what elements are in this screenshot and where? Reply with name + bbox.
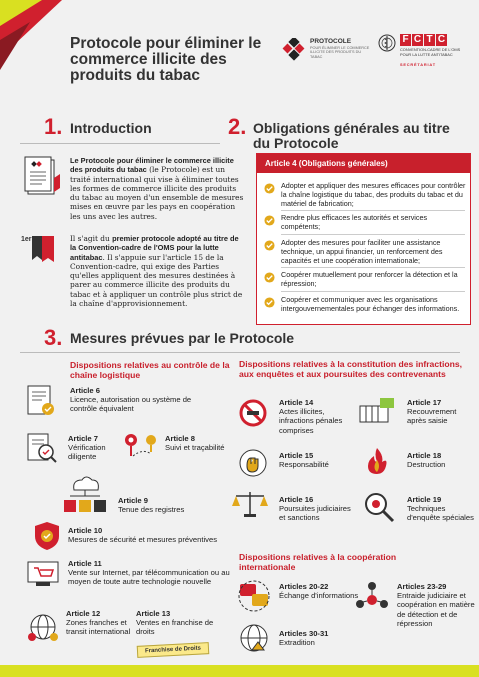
article-number: Article 19 xyxy=(407,495,442,504)
cooperation-item xyxy=(397,582,475,628)
online-shopping-icon xyxy=(26,560,64,590)
document-icon xyxy=(24,156,62,198)
article-number: Article 7 xyxy=(68,434,98,443)
article-text: Entraide judiciaire et coopération en matière de détection et de répression xyxy=(397,591,475,628)
supply-item xyxy=(68,559,240,587)
enforcement-item xyxy=(407,398,475,426)
check-icon xyxy=(264,240,275,251)
article-4-item: Coopérer mutuellement pour renforcer la détection et la répression; xyxy=(281,270,458,288)
section-3-number: 3. xyxy=(44,325,63,350)
fctc-letter: T xyxy=(424,34,435,46)
article-number: Article 12 xyxy=(66,609,101,618)
article-number: Articles 30-31 xyxy=(279,629,329,638)
duty-free-tag: Franchise de Droits xyxy=(137,642,210,658)
supply-item xyxy=(68,434,128,462)
article-text: Suivi et traçabilité xyxy=(165,443,225,453)
section-3-divider xyxy=(20,352,460,353)
article-4-box xyxy=(256,153,471,325)
article-text: Recouvrement après saisie xyxy=(407,407,457,426)
article-text: Poursuites judiciaires et sanctions xyxy=(279,504,351,523)
article-number: Article 9 xyxy=(118,496,148,505)
justice-scales-icon xyxy=(230,488,270,518)
article-text: Vérification diligente xyxy=(68,443,106,462)
cooperation-network-icon xyxy=(354,580,390,616)
page-title: Protocole pour éliminer le commerce illicite des produits du tabac xyxy=(70,35,262,84)
article-4-item: Adopter et appliquer des mesures efficaces pour contrôler la chaîne logistique du tabac, des produits du tabac et du matériel de fabrication; xyxy=(281,181,466,208)
article-text: Techniques d'enquête spéciales xyxy=(407,504,474,523)
prohibited-icon xyxy=(238,398,268,428)
fctc-letter: F xyxy=(400,34,411,46)
article-number: Article 14 xyxy=(279,398,314,407)
enforcement-item xyxy=(279,451,359,469)
check-icon xyxy=(264,215,275,226)
cash-recovery-icon xyxy=(356,396,396,426)
section-1-paragraph-1 xyxy=(70,156,246,221)
license-document-icon xyxy=(26,384,58,418)
article-4-item: Rendre plus efficaces les autorités et services compétents; xyxy=(281,213,428,231)
section-2-number: 2. xyxy=(228,114,247,139)
investigation-magnifier-icon xyxy=(362,490,396,524)
who-emblem-icon xyxy=(378,34,396,52)
article-text: Échange d'informations xyxy=(279,591,359,601)
article-4-item: Adopter des mesures pour faciliter une assistance technique, un appui financier, un renforcement des capacités et une coopération internationale; xyxy=(281,238,443,265)
check-icon xyxy=(264,272,275,283)
cooperation-item xyxy=(279,629,359,647)
article-text: Actes illicites, infractions pénales comprises xyxy=(279,407,343,435)
protocole-diamond-icon xyxy=(282,38,306,62)
verification-icon xyxy=(26,430,58,464)
section-1-number: 1. xyxy=(44,114,63,139)
section-1-title: Introduction xyxy=(70,120,152,136)
supply-item xyxy=(70,386,210,414)
article-number: Article 10 xyxy=(68,526,103,535)
supply-item xyxy=(165,434,225,452)
article-number: Article 16 xyxy=(279,495,314,504)
cooperation-item xyxy=(279,582,359,600)
article-number: Articles 23-29 xyxy=(397,582,447,591)
article-number: Article 15 xyxy=(279,451,314,460)
article-4-separator xyxy=(281,210,465,211)
enforcement-item xyxy=(407,495,475,523)
cooperation-title: Dispositions relatives à la coopération internationale xyxy=(239,552,397,572)
supply-chain-title: Dispositions relatives au contrôle de la chaîne logistique xyxy=(70,360,230,380)
article-number: Article 11 xyxy=(68,559,102,568)
fctc-secretariat: SECRÉTARIAT xyxy=(400,62,436,67)
article-4-separator xyxy=(281,291,465,292)
supply-item xyxy=(66,609,132,637)
destruction-fire-icon xyxy=(360,446,394,476)
enforcement-title: Dispositions relatives à la constitution des infractions, aux enquêtes et aux poursuites des contrevenants xyxy=(239,359,463,379)
p1-rest: (le Protocole) est un traité international qui vise à éliminer toutes les formes de commerce illicite des produits du tabac au moyen d'un ensemble de mesures mises en œuvre par les pays en coopération les uns avec les autres. xyxy=(70,165,244,221)
article-text: Licence, autorisation ou système de contrôle équivalent xyxy=(70,395,192,414)
article-text: Mesures de sécurité et mesures préventives xyxy=(68,535,217,545)
article-4-separator xyxy=(281,234,465,235)
p2-bold: premier protocole adopté au titre de la Convention-cadre de l'OMS pour la lutte antitabac xyxy=(70,234,239,262)
section-2-title: Obligations générales au titre du Protocole xyxy=(253,120,450,151)
fctc-logo xyxy=(378,34,470,72)
article-text: Ventes en franchise de droits xyxy=(136,618,214,637)
article-text: Vente sur Internet, par télécommunication ou au moyen de toute autre technologie nouvelle xyxy=(68,568,230,587)
first-badge: 1er xyxy=(21,236,32,243)
cloud-records-icon xyxy=(62,474,108,516)
article-number: Article 18 xyxy=(407,451,442,460)
bottom-accent-bar xyxy=(0,665,479,677)
article-number: Article 8 xyxy=(165,434,195,443)
fctc-letters xyxy=(400,34,448,46)
section-3-title: Mesures prévues par le Protocole xyxy=(70,330,295,346)
article-number: Articles 20-22 xyxy=(279,582,329,591)
fctc-letter: C xyxy=(413,34,422,45)
supply-item xyxy=(118,496,218,514)
article-4-item: Coopérer et communiquer avec les organisations intergouvernementales pour échanger des informations. xyxy=(281,295,460,313)
article-text: Extradition xyxy=(279,638,315,648)
article-number: Article 6 xyxy=(70,386,100,395)
protocole-logo xyxy=(282,38,372,68)
free-zone-globe-icon xyxy=(26,610,60,644)
p1-bold: Le Protocole pour éliminer le commerce illicite des produits du tabac xyxy=(70,156,234,175)
enforcement-item xyxy=(407,451,475,469)
article-text: Destruction xyxy=(407,460,446,470)
information-exchange-icon xyxy=(238,580,270,612)
tracking-location-icon xyxy=(121,430,159,462)
article-4-separator xyxy=(281,267,465,268)
p2-rest: . Il s'appuie sur l'article 15 de la Convention-cadre, qui exige des Parties qu'elles appliquent des mesures destinées à parer au commerce illicite des produits du tabac et à appliquer un contrôle plus strict de la chaîne d'approvisionnement. xyxy=(70,252,243,309)
enforcement-item xyxy=(279,398,351,435)
article-number: Article 17 xyxy=(407,398,442,407)
supply-item xyxy=(136,609,226,637)
fctc-logo-sub: CONVENTION-CADRE DE L'OMS POUR LA LUTTE ANTITABAC xyxy=(400,47,461,57)
article-text: Zones franches et transit international xyxy=(66,618,131,637)
fctc-letter: C xyxy=(437,34,446,45)
protocole-logo-name: PROTOCOLE xyxy=(310,38,352,45)
article-number: Article 13 xyxy=(136,609,171,618)
responsibility-hand-icon xyxy=(238,448,268,478)
article-text: Tenue des registres xyxy=(118,505,185,515)
protocole-logo-sub: POUR ÉLIMINER LE COMMERCE ILLICITE DES PRODUITS DU TABAC xyxy=(310,46,370,59)
p2-a: Il s'agit du xyxy=(70,234,113,243)
article-text: Responsabilité xyxy=(279,460,329,470)
corner-decoration xyxy=(0,0,62,70)
supply-item xyxy=(68,526,248,544)
extradition-globe-icon xyxy=(238,622,270,654)
enforcement-item xyxy=(279,495,351,523)
article-4-title: Article 4 (Obligations générales) xyxy=(257,154,470,173)
security-shield-icon xyxy=(32,520,62,552)
section-1-paragraph-2 xyxy=(70,234,246,308)
check-icon xyxy=(264,297,275,308)
check-icon xyxy=(264,183,275,194)
section-1-divider xyxy=(20,143,220,144)
